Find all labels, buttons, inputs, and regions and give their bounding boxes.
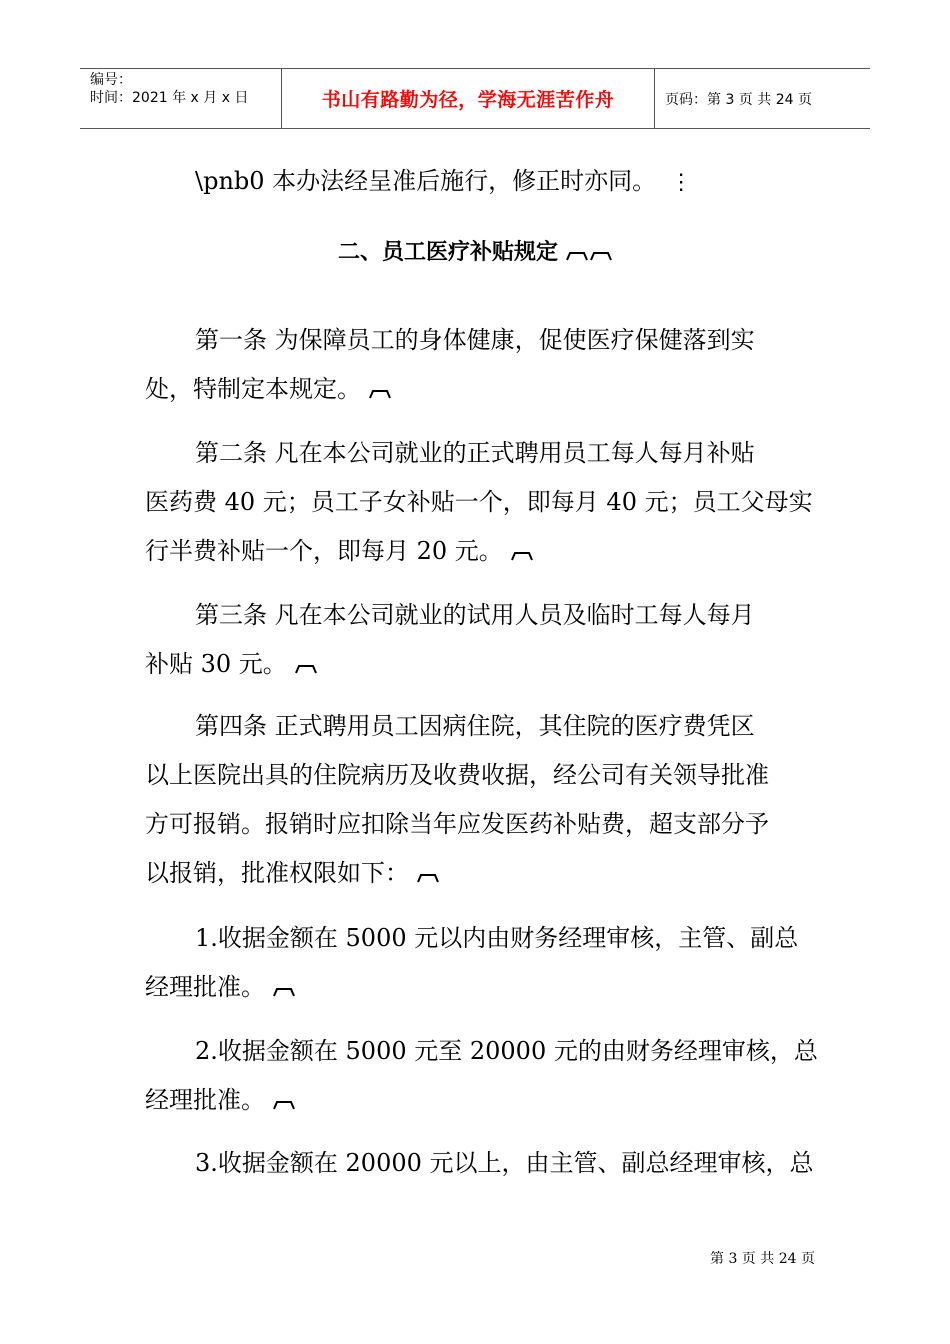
section-title	[0, 238, 950, 268]
vertical-ellipsis-mark: ⋮	[670, 170, 693, 195]
item-2-line-1: 2.收据金额在 5000 元至 20000 元的由财务经理审核，总	[195, 1037, 818, 1065]
article-4-line-1: 第四条 正式聘用员工因病住院，其住院的医疗费凭区	[195, 712, 755, 740]
paragraph-mark-icon	[417, 873, 439, 883]
article-1-line-2	[145, 374, 391, 404]
document-header	[80, 68, 870, 129]
header-page-info: 页码：第 3 页 共 24 页	[665, 91, 812, 108]
item-2-line-2-text: 经理批准。	[145, 1086, 265, 1114]
article-4-line-4-text: 以报销，批准权限如下：	[145, 859, 409, 887]
article-4-line-4	[145, 858, 439, 888]
paragraph-mark-icon	[511, 551, 533, 561]
item-1-line-2-text: 经理批准。	[145, 973, 265, 1001]
article-3-line-1: 第三条 凡在本公司就业的试用人员及临时工每人每月	[195, 601, 755, 629]
item-1-line-2	[145, 972, 295, 1002]
article-1-line-1: 第一条 为保障员工的身体健康，促使医疗保健落到实	[195, 326, 755, 354]
article-3-line-2-text: 补贴 30 元。	[145, 650, 287, 678]
time-label: 时间：2021 年 x 月 x 日	[90, 90, 249, 106]
article-2-line-1: 第二条 凡在本公司就业的正式聘用员工每人每月补贴	[195, 439, 755, 467]
article-4-line-2: 以上医院出具的住院病历及收费收据，经公司有关领导批准	[145, 761, 769, 789]
number-label: 编号：	[90, 72, 132, 88]
header-meta	[80, 69, 282, 128]
article-4-line-3: 方可报销。报销时应扣除当年应发医药补贴费，超支部分予	[145, 810, 769, 838]
paragraph-mark-icon	[566, 251, 588, 261]
header-motto: 书山有路勤为径，学海无涯苦作舟	[282, 69, 655, 128]
item-2-line-2	[145, 1085, 295, 1115]
page-footer: 第 3 页 共 24 页	[710, 1251, 815, 1267]
paragraph-mark-icon	[590, 251, 612, 261]
paragraph-mark-icon	[273, 987, 295, 997]
article-1-line-2-text: 处，特制定本规定。	[145, 375, 361, 403]
paragraph-mark-icon	[295, 664, 317, 674]
paragraph-mark-icon	[273, 1100, 295, 1110]
closing-line	[195, 166, 692, 198]
item-1-line-1: 1.收据金额在 5000 元以内由财务经理审核，主管、副总	[195, 924, 799, 952]
closing-text: \pnb0 本办法经呈准后施行，修正时亦同。	[195, 167, 657, 195]
paragraph-mark-icon	[369, 389, 391, 399]
article-2-line-3-text: 行半费补贴一个，即每月 20 元。	[145, 537, 503, 565]
section-title-text: 二、员工医疗补贴规定	[337, 240, 558, 265]
article-2-line-3	[145, 536, 533, 566]
article-3-line-2	[145, 649, 317, 679]
item-3-line-1: 3.收据金额在 20000 元以上，由主管、副总经理审核，总	[195, 1149, 814, 1177]
article-2-line-2: 医药费 40 元；员工子女补贴一个，即每月 40 元；员工父母实	[145, 488, 813, 516]
